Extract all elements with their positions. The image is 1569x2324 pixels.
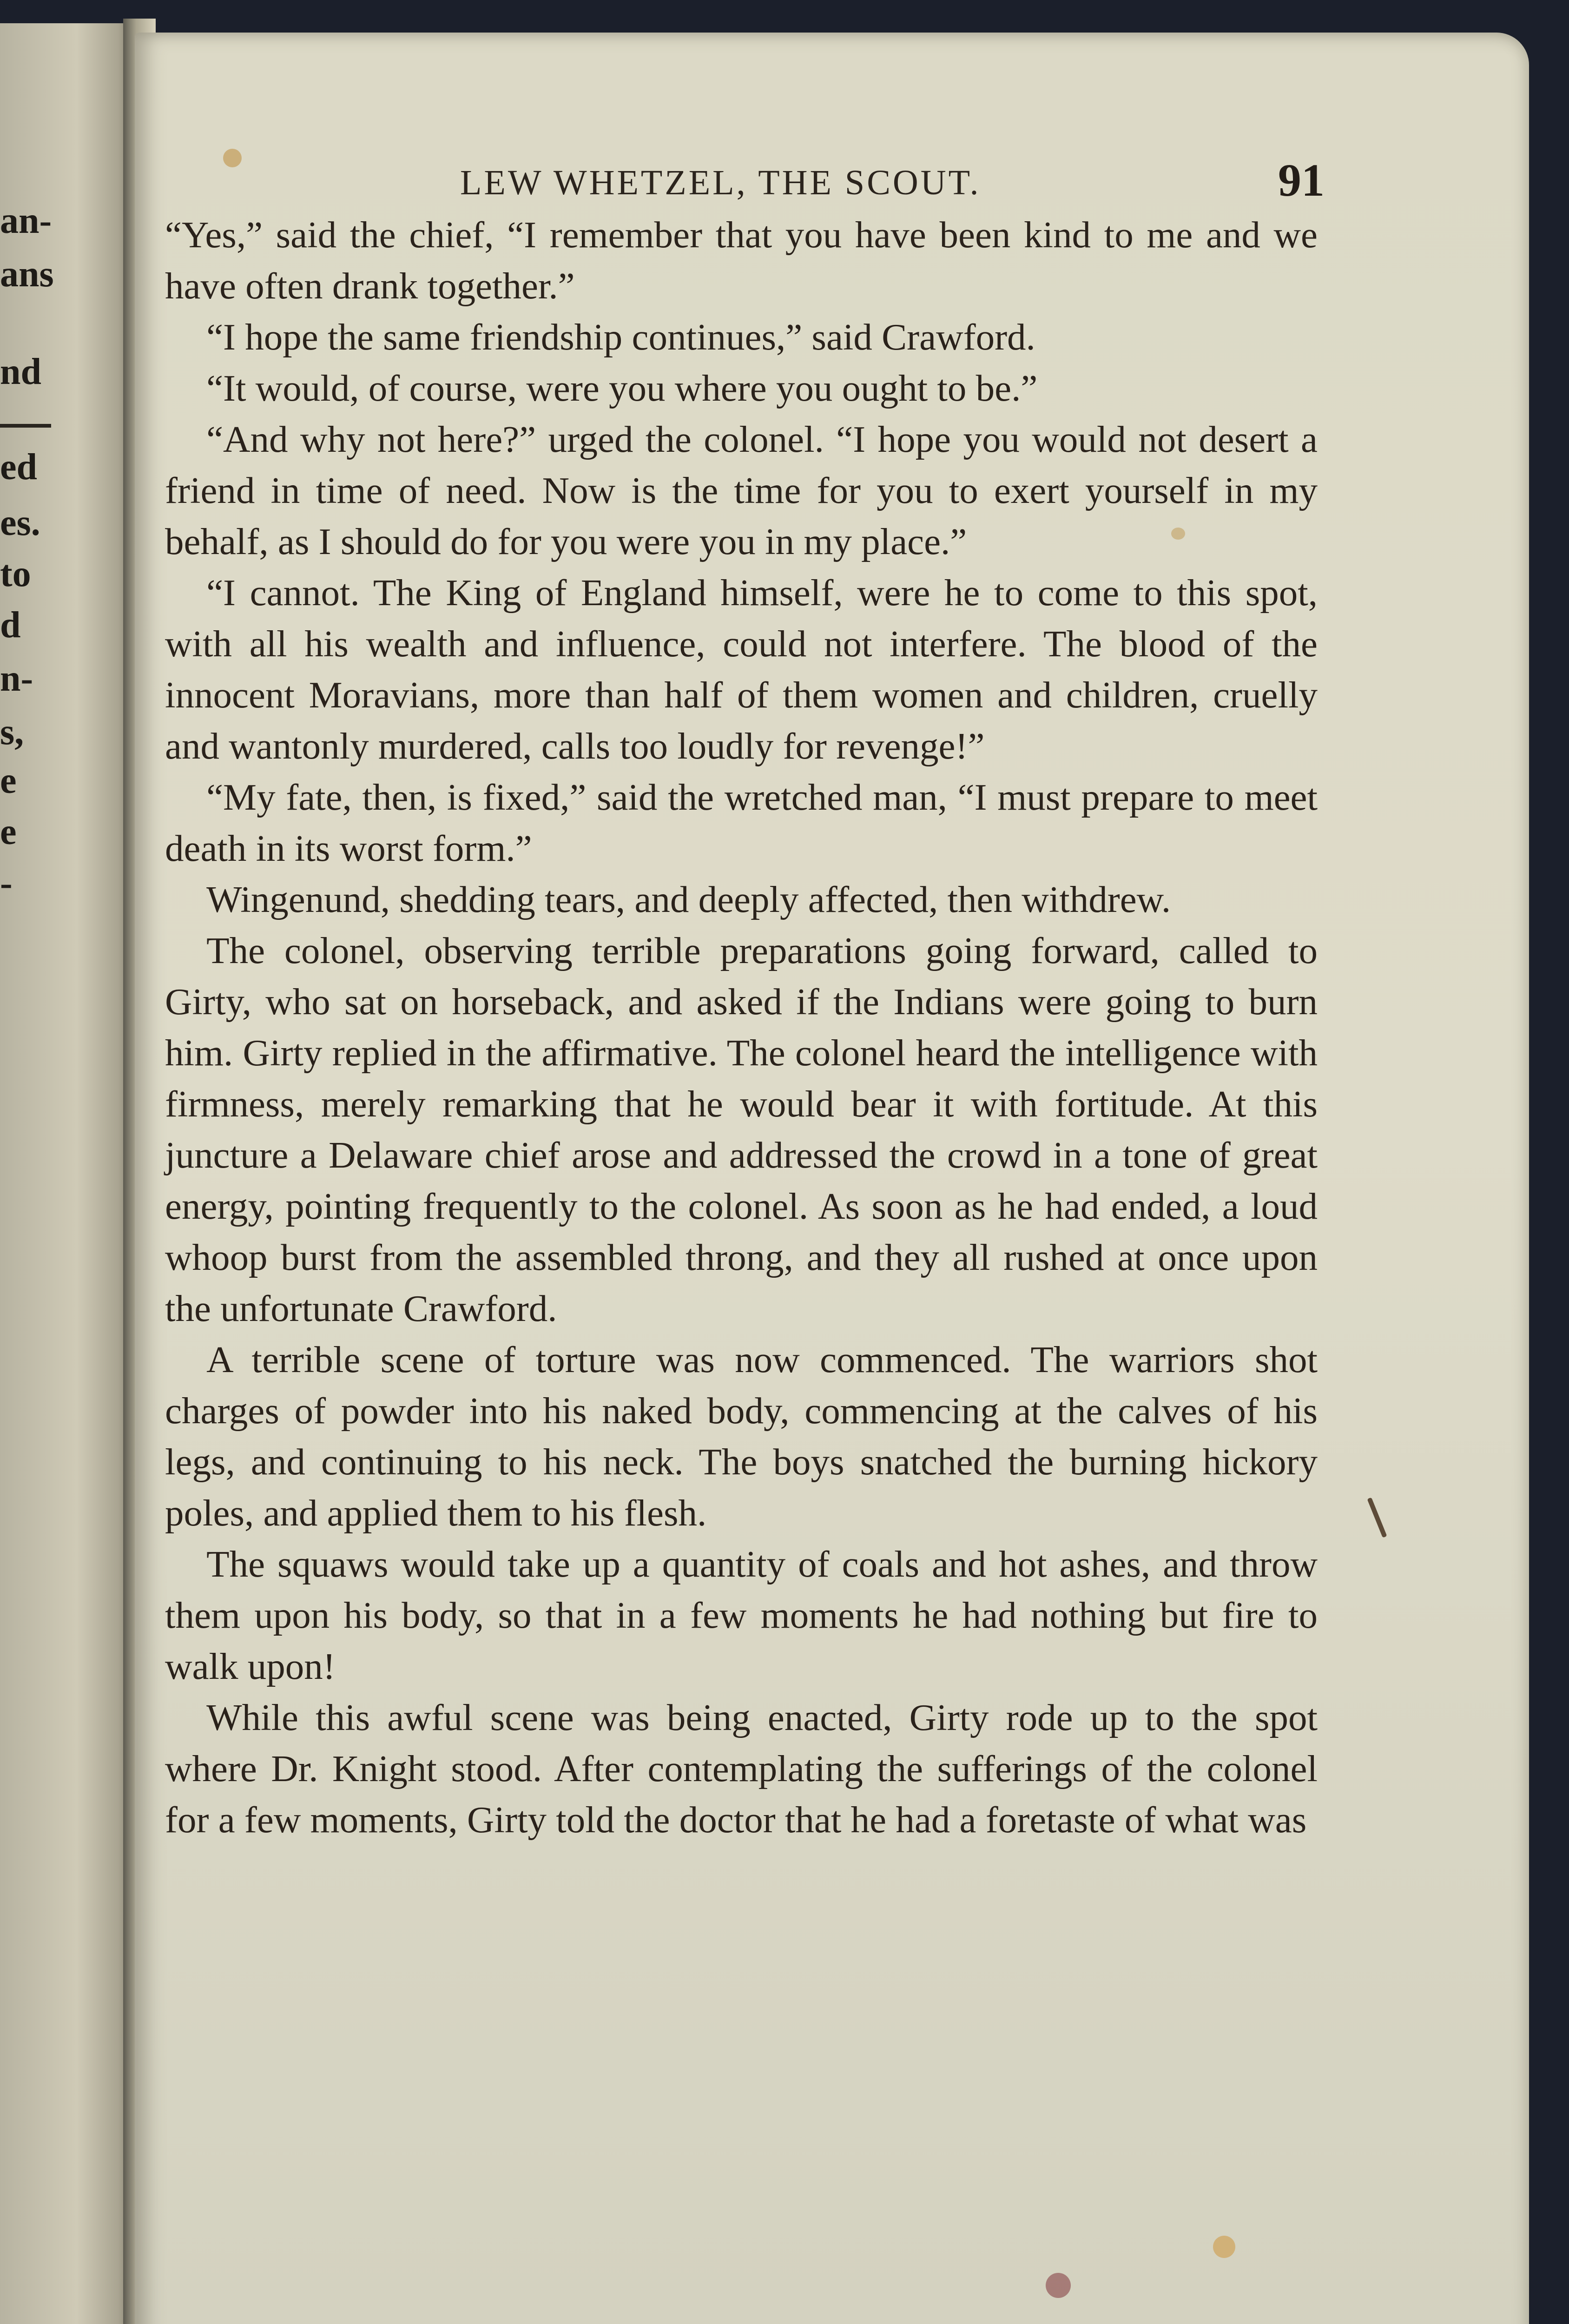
paragraph: “I cannot. The King of England himself, were he to come to this spot, with all his wealth and influence, could not interfere. The blood of the innocent Moravians, more than half of them women and children, cruelly and wantonly murdered, calls too loudly for revenge!” <box>165 572 1318 767</box>
left-page-fragment: n- <box>0 658 33 699</box>
page-header <box>460 153 1325 205</box>
left-page-fragment: ed <box>0 447 37 488</box>
paragraph: Wingenund, shedding tears, and deeply affected, then withdrew. <box>206 878 1171 920</box>
left-page-fragment: nd <box>0 351 41 392</box>
left-page-fragment: e <box>0 760 17 801</box>
facing-page-edge <box>0 23 139 2324</box>
paragraph: “I hope the same friendship continues,” said Crawford. <box>206 316 1035 358</box>
paragraph: The colonel, observing terrible preparations going forward, called to Girty, who sat on horseback, and asked if the Indians were going to burn him. Girty replied in the affirmative. The colonel heard the intelligence with firmness, merely remarking that he would bear it with fortitude. At this juncture a Delaware chief arose and addressed the crowd in a tone of great energy, pointing frequently to the colonel. As soon as he had ended, a loud whoop burst from the assembled throng, and they all rushed at once upon the unfortunate Crawford. <box>165 930 1318 1329</box>
left-page-fragment: to <box>0 554 31 594</box>
left-page-rule <box>0 424 51 428</box>
paragraph: “Yes,” said the chief, “I remember that you have been kind to me and we have often drank together.” <box>165 214 1318 307</box>
page-number: 91 <box>1278 154 1325 206</box>
left-page-fragment: - <box>0 863 13 904</box>
ink-mark <box>1367 1497 1387 1538</box>
paragraph: The squaws would take up a quantity of coals and hot ashes, and throw them upon his body, so that in a few moments he had nothing but fire to walk upon! <box>165 1543 1318 1687</box>
left-page-fragment: d <box>0 605 21 646</box>
paragraph: A terrible scene of torture was now commenced. The warriors shot charges of powder into his naked body, commencing at the calves of his legs, and continuing to his neck. The boys snatched the burning hickory poles, and applied them to his flesh. <box>165 1339 1318 1534</box>
left-page-fragment: es. <box>0 502 40 543</box>
left-page-fragment: an- <box>0 200 52 241</box>
running-title: LEW WHETZEL, THE SCOUT. <box>460 163 981 202</box>
paper-stain <box>1213 2236 1235 2258</box>
paragraph: “It would, of course, were you where you ought to be.” <box>206 367 1038 409</box>
paragraph: While this awful scene was being enacted, Girty rode up to the spot where Dr. Knight stood. After contemplating the sufferings of the colonel for a few moments, Girty told the doctor that he had a foretaste of what was <box>165 1697 1318 1841</box>
paper-stain <box>1046 2273 1071 2298</box>
left-page-fragment: e <box>0 812 17 852</box>
paragraph: “And why not here?” urged the colonel. “I hope you would not desert a friend in time of need. Now is the time for you to exert yourself in my behalf, as I should do for you were you in my place.” <box>165 418 1318 562</box>
left-page-fragment: ans <box>0 254 54 295</box>
paper-stain <box>223 149 242 167</box>
page-body-text <box>165 209 1318 1845</box>
left-page-fragment: s, <box>0 712 24 753</box>
paragraph: “My fate, then, is fixed,” said the wretched man, “I must prepare to meet death in its worst form.” <box>165 776 1318 869</box>
